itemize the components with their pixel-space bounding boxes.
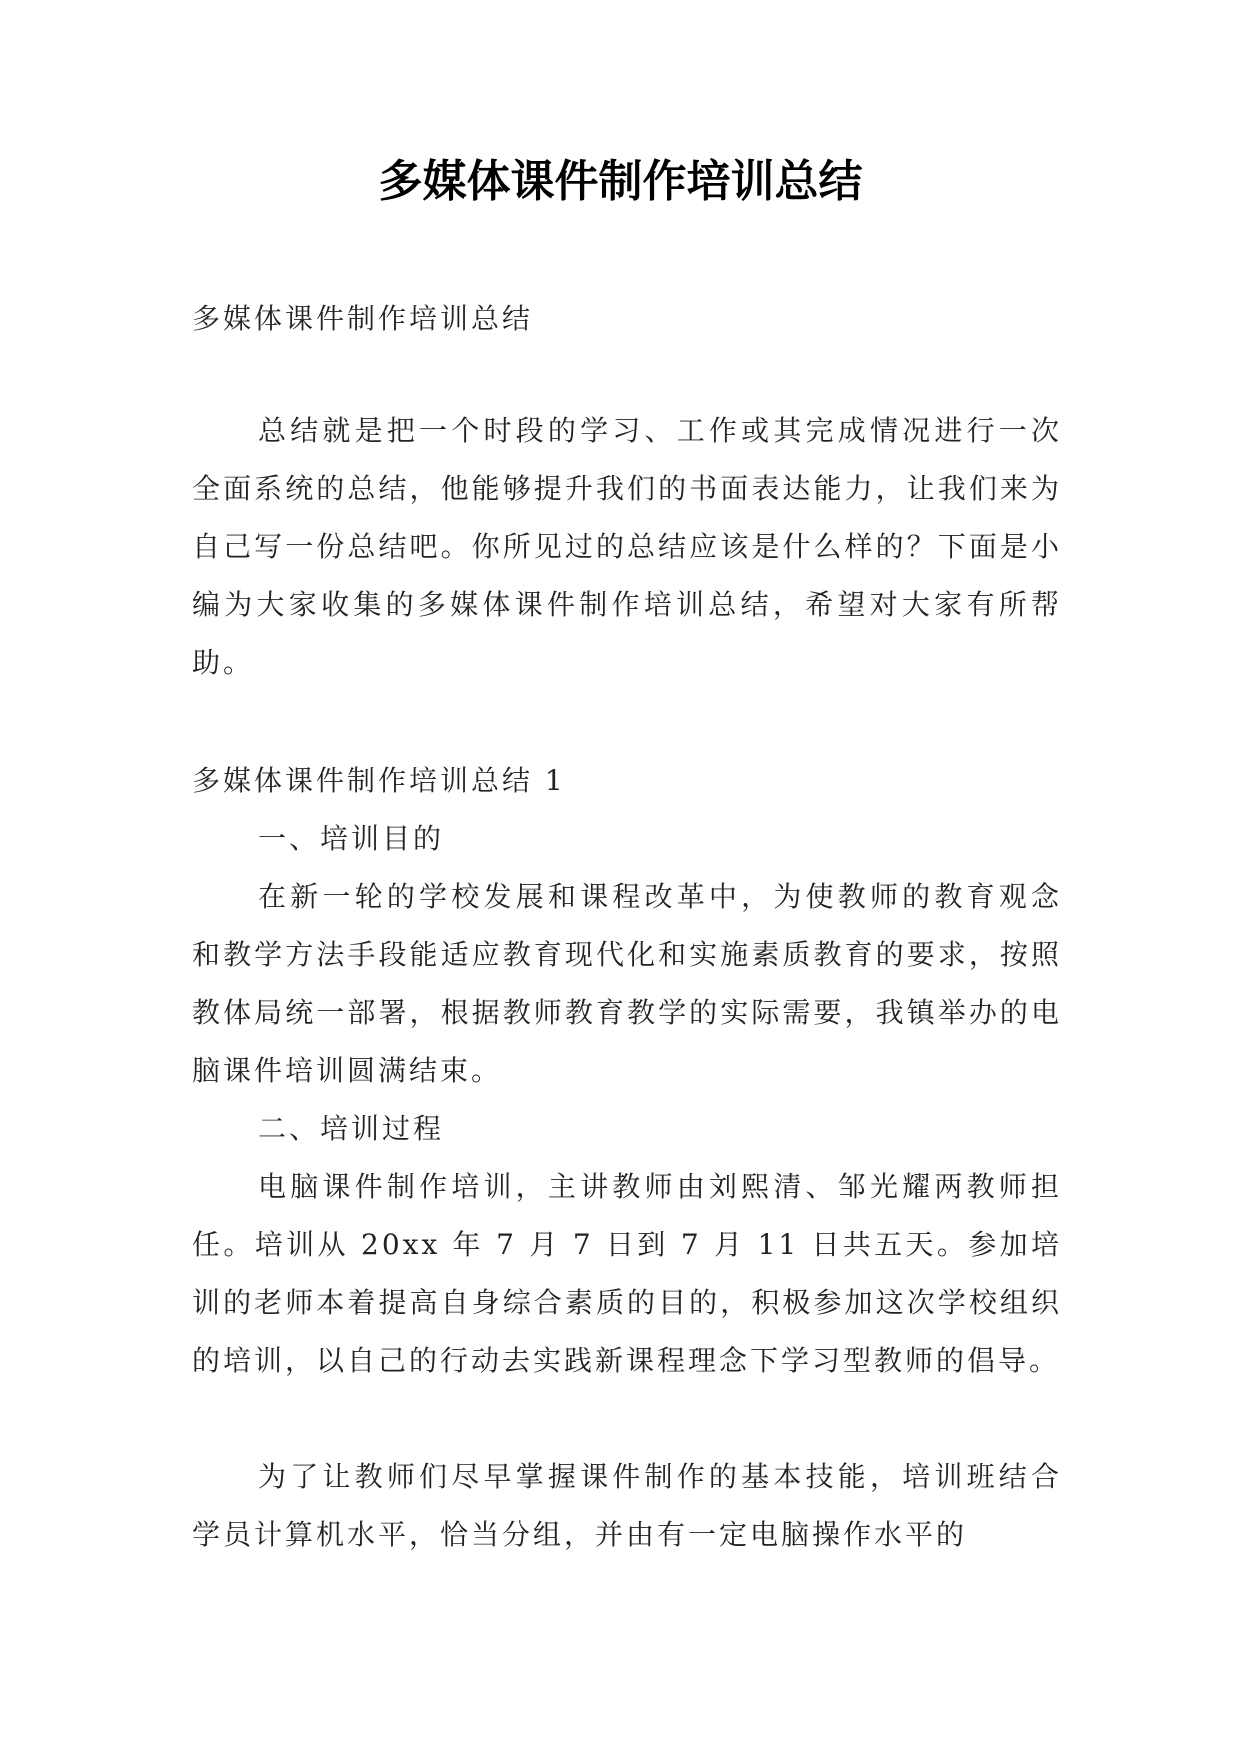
paragraph-training-purpose [192, 868, 1062, 1100]
intro-paragraph [192, 402, 1062, 692]
paragraph-training-purpose-text: 在新一轮的学校发展和课程改革中，为使教师的教育观念和教学方法手段能适应教育现代化和实施素质教育的要求，按照教体局统一部署，根据教师教育教学的实际需要，我镇举办的电脑课件培训圆满结束。 [192, 880, 1062, 1087]
paragraph-grouping-text: 为了让教师们尽早掌握课件制作的基本技能，培训班结合学员计算机水平，恰当分组，并由有一定电脑操作水平的 [192, 1460, 1062, 1551]
paragraph-training-process [192, 1158, 1062, 1390]
paragraph-grouping [192, 1448, 1062, 1564]
document-title: 多媒体课件制作培训总结 [378, 156, 863, 207]
heading-training-process: 二、培训过程 [258, 1112, 445, 1145]
paragraph-training-process-text: 电脑课件制作培训，主讲教师由刘熙清、邹光耀两教师担任。培训从 20xx 年 7 月 7 日到 7 月 11 日共五天。参加培训的老师本着提高自身综合素质的目的，积极参加这次学校组织的培训，以自己的行动去实践新课程理念下学习型教师的倡导。 [192, 1170, 1062, 1377]
document-subtitle: 多媒体课件制作培训总结 [192, 302, 534, 335]
heading-training-purpose: 一、培训目的 [258, 822, 445, 855]
section-heading: 多媒体课件制作培训总结 1 [192, 764, 566, 797]
intro-text: 总结就是把一个时段的学习、工作或其完成情况进行一次全面系统的总结，他能够提升我们的书面表达能力，让我们来为自己写一份总结吧。你所见过的总结应该是什么样的？下面是小编为大家收集的多媒体课件制作培训总结，希望对大家有所帮助。 [192, 414, 1062, 679]
